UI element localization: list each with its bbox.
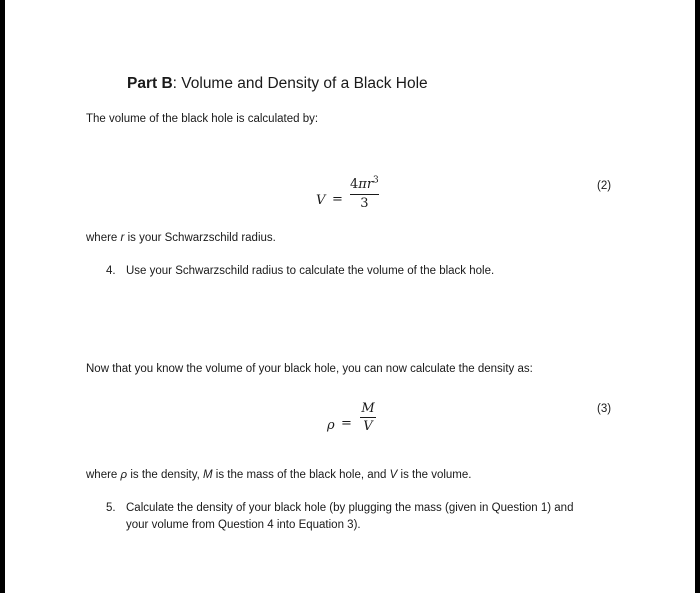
eq2-equals: = (332, 192, 343, 207)
document-page (5, 0, 695, 593)
eq3-denominator: V (363, 419, 373, 434)
section-heading (127, 75, 428, 93)
eq3-lhs: ρ (327, 418, 335, 433)
where-r-text (86, 232, 276, 244)
where-r-suffix: is your Schwarzschild radius. (124, 232, 276, 244)
volume-intro-text: The volume of the black hole is calculated by: (86, 113, 319, 125)
eq2-number: (2) (597, 180, 612, 192)
heading-title: : Volume and Density of a Black Hole (172, 75, 428, 92)
where-rho-p2: is the density, (127, 469, 203, 481)
where-rho-text (86, 469, 471, 481)
eq3-fraction (360, 400, 376, 435)
where-rho-p3: is the mass of the black hole, and (212, 469, 390, 481)
eq3-numerator: M (361, 401, 375, 416)
eq2-fraction (350, 176, 379, 212)
eq3-equals: = (341, 416, 352, 431)
eq2-numerator (350, 176, 379, 194)
where-rho-p1: where (86, 469, 121, 481)
question-5-line1: Calculate the density of your black hole (by plugging the mass (given in Question 1) and (126, 502, 574, 514)
where-rho-p4: is the volume. (397, 469, 472, 481)
eq2-num-exp: 3 (373, 175, 379, 186)
eq3-number: (3) (597, 403, 612, 415)
eq2-denominator: 3 (360, 196, 369, 211)
question-5-number: 5. (106, 502, 116, 514)
where-rho-symbol: ρ (120, 469, 128, 481)
heading-bold-part: Part B (127, 75, 173, 92)
where-r-var: r (120, 232, 125, 244)
eq2-num-var: r (366, 177, 374, 192)
eq2-num-coef: 4 (350, 177, 359, 192)
where-rho-v: V (389, 469, 398, 481)
eq2-num-pi: π (358, 177, 367, 192)
question-5-line2: your volume from Question 4 into Equation 3). (126, 519, 361, 531)
question-4-text: Use your Schwarzschild radius to calculate the volume of the black hole. (126, 265, 495, 277)
where-r-prefix: where (86, 232, 121, 244)
density-intro-text: Now that you know the volume of your black hole, you can now calculate the density as: (86, 363, 533, 375)
question-4-number: 4. (106, 265, 116, 277)
where-rho-m: M (202, 469, 213, 481)
eq2-lhs: V (316, 193, 326, 208)
